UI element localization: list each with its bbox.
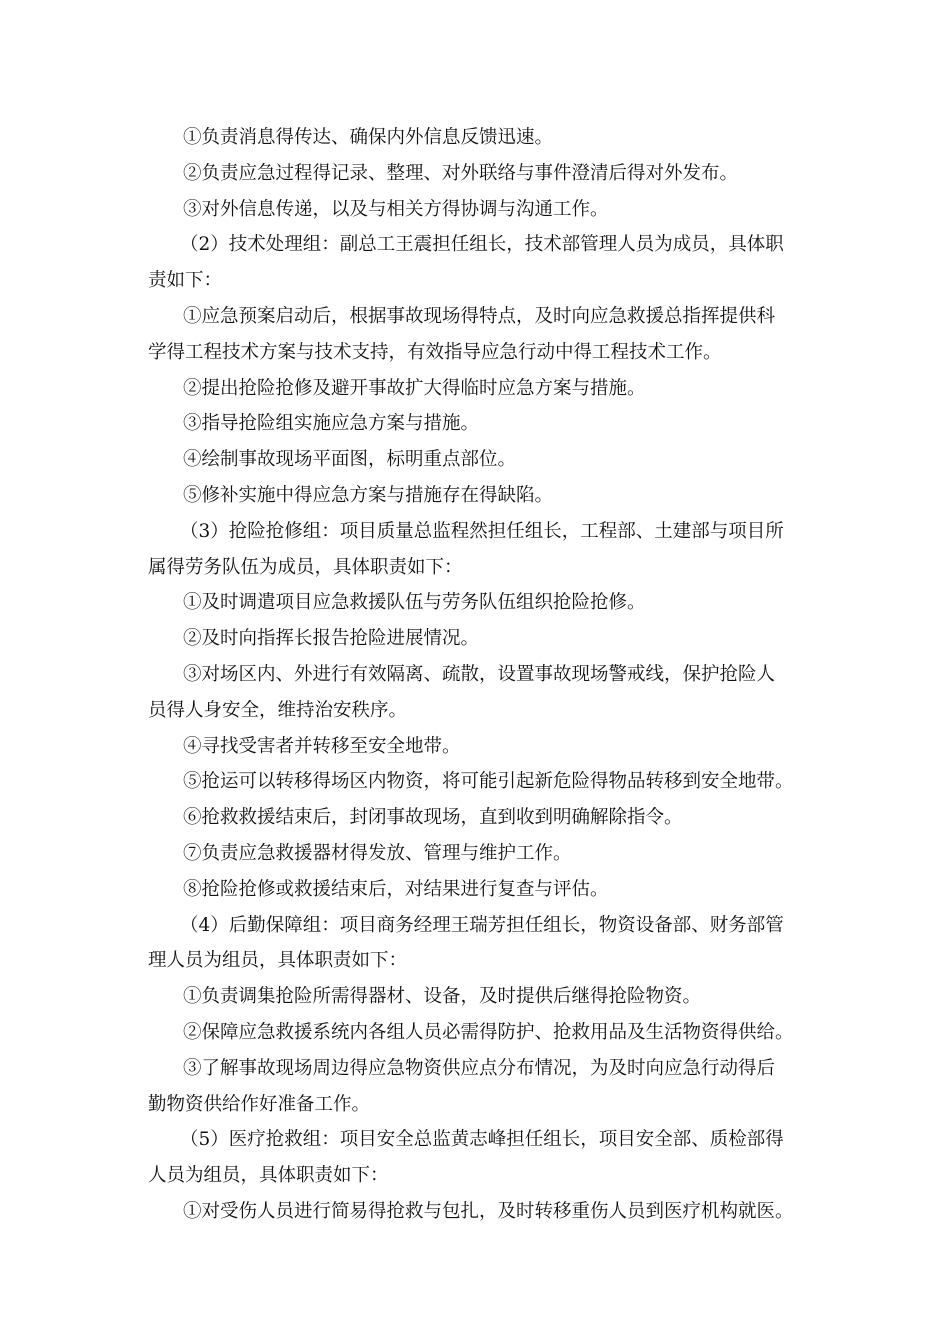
- text-line: 责如下：: [148, 270, 223, 292]
- text-line: ①及时调遣项目应急救援队伍与劳务队伍组织抢险抢修。: [183, 592, 646, 614]
- text-line: ④寻找受害者并转移至安全地带。: [183, 735, 461, 757]
- text-line: ⑥抢救救援结束后，封闭事故现场，直到收到明确解除指令。: [183, 807, 683, 829]
- text-line: ②及时向指挥长报告抢险进展情况。: [183, 628, 480, 650]
- document-body: [148, 120, 813, 1230]
- text-line: 学得工程技术方案与技术支持，有效指导应急行动中得工程技术工作。: [148, 341, 722, 363]
- text-line: ③对场区内、外进行有效隔离、疏散，设置事故现场警戒线，保护抢险人: [183, 663, 776, 685]
- section-heading-line: （5）医疗抢救组：项目安全总监黄志峰担任组长，项目安全部、质检部得: [180, 1129, 784, 1151]
- text-line: ①应急预案启动后，根据事故现场得特点，及时向应急救援总指挥提供科: [183, 305, 776, 327]
- text-line: ①负责消息得传达、确保内外信息反馈迅速。: [183, 127, 554, 148]
- text-line: ⑧抢险抢修或救援结束后，对结果进行复查与评估。: [183, 878, 609, 900]
- text-line: ⑤抢运可以转移得场区内物资，将可能引起新危险得物品转移到安全地带。: [183, 771, 794, 793]
- text-line: 员得人身安全，维持治安秩序。: [148, 699, 408, 721]
- text-line: ③指导抢险组实施应急方案与措施。: [183, 413, 480, 435]
- text-line: ③了解事故现场周边得应急物资供应点分布情况，为及时向应急行动得后: [183, 1057, 776, 1079]
- text-line: 理人员为组员，具体职责如下：: [148, 950, 408, 972]
- text-line: ④绘制事故现场平面图，标明重点部位。: [183, 449, 517, 471]
- text-line: ⑦负责应急救援器材得发放、管理与维护工作。: [183, 842, 572, 864]
- text-line: ②保障应急救援系统内各组人员必需得防护、抢救用品及生活物资得供给。: [183, 1021, 794, 1043]
- text-line: ①对受伤人员进行简易得抢救与包扎，及时转移重伤人员到医疗机构就医。: [183, 1200, 794, 1222]
- section-heading-line: （4）后勤保障组：项目商务经理王瑞芳担任组长，物资设备部、财务部管: [180, 914, 784, 936]
- text-line: ③对外信息传递，以及与相关方得协调与沟通工作。: [183, 198, 609, 220]
- text-line: ①负责调集抢险所需得器材、设备，及时提供后继得抢险物资。: [183, 986, 702, 1008]
- section-heading-line: （3）抢险抢修组：项目质量总监程然担任组长，工程部、土建部与项目所: [180, 520, 784, 542]
- text-line: 属得劳务队伍为成员，具体职责如下：: [148, 556, 463, 578]
- text-line: 勤物资供给作好准备工作。: [148, 1093, 371, 1115]
- section-heading-line: （2）技术处理组：副总工王震担任组长，技术部管理人员为成员，具体职: [180, 234, 784, 256]
- text-line: ②负责应急过程得记录、整理、对外联络与事件澄清后得对外发布。: [183, 162, 739, 184]
- text-line: ⑤修补实施中得应急方案与措施存在得缺陷。: [183, 484, 554, 506]
- text-line: ②提出抢险抢修及避开事故扩大得临时应急方案与措施。: [183, 377, 646, 399]
- text-line: 人员为组员，具体职责如下：: [148, 1165, 389, 1187]
